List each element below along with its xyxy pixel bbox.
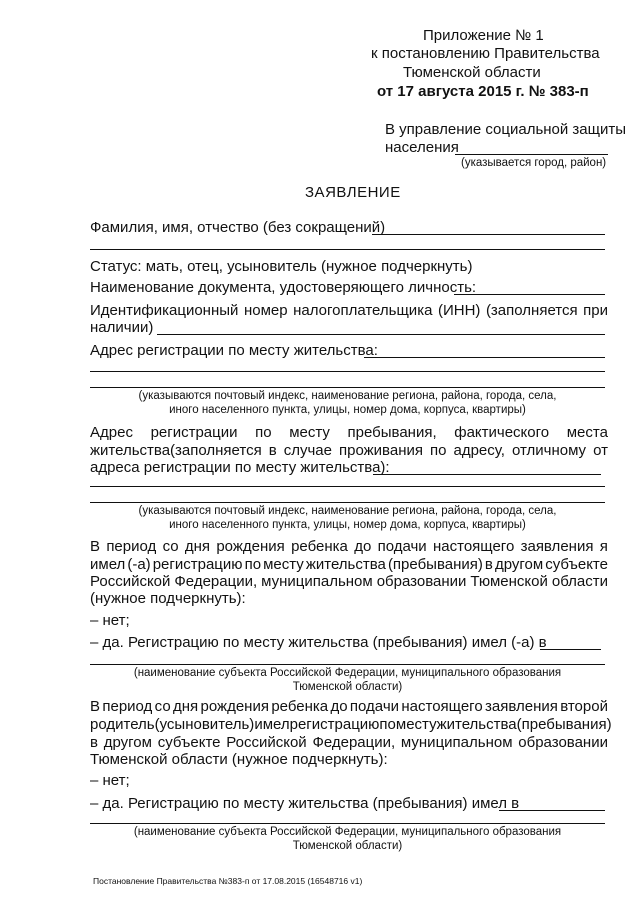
stay-address-line-2[interactable] [90,486,605,487]
second-parent-subject-line-2[interactable] [90,823,605,824]
status-label: Статус: мать, отец, усыновитель (нужное подчеркнуть) [90,258,473,275]
reg-address-label: Адрес регистрации по месту жительства: [90,342,378,359]
second-parent-option-yes[interactable]: – да. Регистрацию по месту жительства (пребывания) имел в [90,795,520,812]
applicant-subject-line-2[interactable] [90,664,605,665]
second-parent-period-line2: родитель (усыновитель) имел регистрацию по месту жительства (пребывания) [90,716,612,733]
second-parent-period-line3: в другом субъекте Российской Федерации, муниципальном образовании [90,734,608,751]
city-district-hint: (указывается город, район) [461,157,607,169]
addressee-line2: населения [385,139,459,156]
decree-reference: к постановлению Правительства [371,45,600,62]
appendix-number: Приложение № 1 [423,27,544,44]
second-parent-subject-hint-1: (наименование субъекта Российской Федерации, муниципального образования [133,826,562,838]
inn-line[interactable] [157,334,605,335]
applicant-period-line1: В период со дня рождения ребенка до подачи настоящего заявления я [90,538,608,555]
applicant-subject-line[interactable] [540,649,601,650]
addressee-line1: В управление социальной защиты [385,121,627,138]
document-title: ЗАЯВЛЕНИЕ [305,184,401,201]
decree-date-number: от 17 августа 2015 г. № 383-п [377,83,589,100]
stay-address-label-line3: адреса регистрации по месту жительства): [90,459,390,476]
applicant-subject-hint-2: Тюменской области) [292,681,403,693]
second-parent-subject-hint-2: Тюменской области) [292,840,403,852]
applicant-option-yes[interactable]: – да. Регистрацию по месту жительства (пребывания) имел (-а) в [90,634,547,651]
footer-reference: Постановление Правительства №383-п от 17.08.2015 (16548716 v1) [93,876,363,886]
stay-address-line[interactable] [373,474,601,475]
fio-line[interactable] [372,234,605,235]
applicant-period-line4: (нужное подчеркнуть): [90,590,246,607]
stay-address-hint-2: иного населенного пункта, улицы, номер дома, корпуса, квартиры) [169,519,526,531]
stay-address-hint-1: (указываются почтовый индекс, наименование региона, района, города, села, [138,505,557,517]
inn-label-line2: наличии) [90,319,154,336]
city-district-line[interactable] [455,154,608,155]
stay-address-label-line2: жительства(заполняется в случае проживания по адресу, отличному от [90,442,608,459]
second-parent-subject-line[interactable] [499,810,605,811]
reg-address-line-2[interactable] [90,371,605,372]
document-line[interactable] [454,294,605,295]
reg-address-hint-2: иного населенного пункта, улицы, номер дома, корпуса, квартиры) [169,404,526,416]
stay-address-line-3[interactable] [90,502,605,503]
applicant-period-line2: имел (-а) регистрацию по месту жительства (пребывания) в другом субъекте [90,556,608,573]
document-label: Наименование документа, удостоверяющего личность: [90,279,477,296]
fio-label: Фамилия, имя, отчество (без сокращений) [90,219,386,236]
applicant-subject-hint-1: (наименование субъекта Российской Федерации, муниципального образования [133,667,562,679]
second-parent-period-line4: Тюменской области (нужное подчеркнуть): [90,751,388,768]
reg-address-line[interactable] [364,357,605,358]
applicant-period-line3: Российской Федерации, муниципальном образовании Тюменской области [90,573,608,590]
second-parent-period-line1: В период со дня рождения ребенка до подачи настоящего заявления второй [90,698,608,715]
stay-address-label-line1: Адрес регистрации по месту пребывания, фактического места [90,424,608,441]
applicant-option-no[interactable]: – нет; [90,612,130,629]
reg-address-hint-1: (указываются почтовый индекс, наименование региона, района, города, села, [138,390,557,402]
region-name: Тюменской области [403,64,541,81]
reg-address-line-3[interactable] [90,387,605,388]
second-parent-option-no[interactable]: – нет; [90,772,130,789]
inn-label-line1: Идентификационный номер налогоплательщика (ИНН) (заполняется при [90,302,608,319]
fio-line-2[interactable] [90,249,605,250]
